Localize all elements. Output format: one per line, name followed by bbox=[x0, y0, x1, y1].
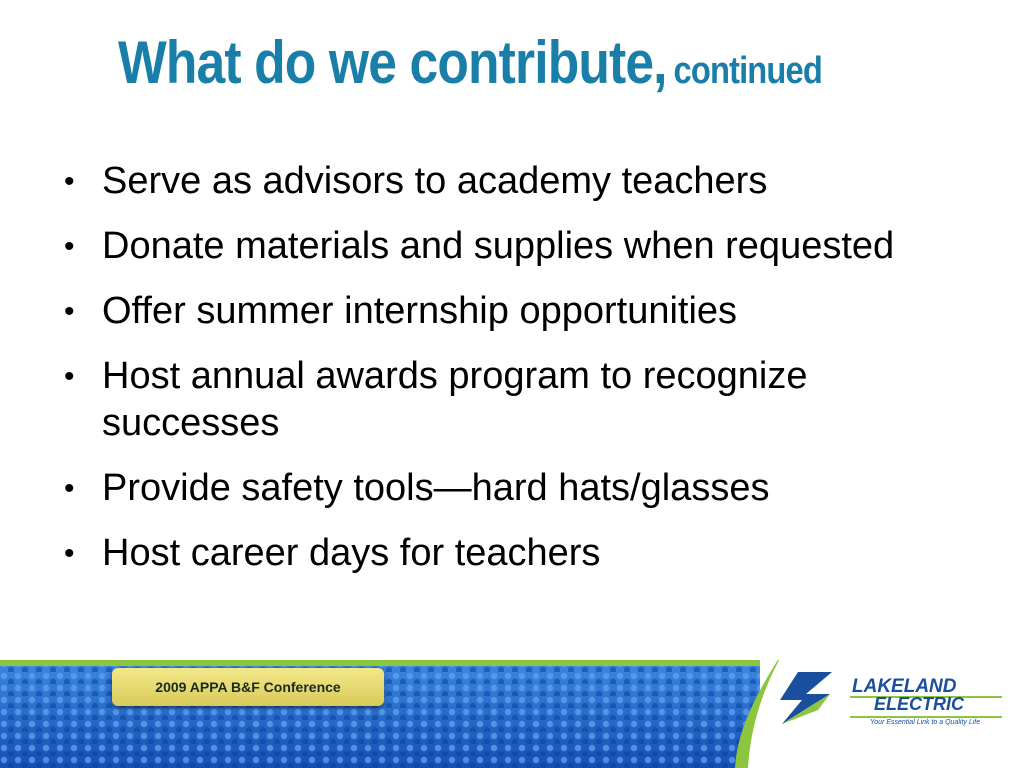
bullet-item bbox=[60, 353, 960, 447]
bullet-item bbox=[60, 158, 960, 205]
footer-green-stripe bbox=[0, 660, 760, 666]
logo-tagline: Your Essential Link to a Quality Life bbox=[870, 719, 981, 726]
logo-text-lakeland: LAKELAND bbox=[852, 676, 957, 697]
logo-text-electric: ELECTRIC bbox=[874, 694, 964, 714]
bullet-text: Donate materials and supplies when requested bbox=[102, 225, 895, 267]
bullet-text: Provide safety tools—hard hats/glasses bbox=[102, 467, 770, 509]
bullet-icon: • bbox=[64, 360, 75, 393]
bullet-icon: • bbox=[64, 295, 75, 328]
bullet-text: Offer summer internship opportunities bbox=[102, 290, 738, 332]
logo-rule-bottom bbox=[850, 716, 1002, 718]
bullet-text: Serve as advisors to academy teachers bbox=[102, 160, 768, 202]
bullet-item bbox=[60, 530, 960, 577]
bullet-icon: • bbox=[64, 472, 75, 505]
bullet-icon: • bbox=[64, 537, 75, 570]
slide-title-suffix: continued bbox=[673, 50, 822, 92]
bullet-text: Host career days for teachers bbox=[102, 532, 601, 574]
bullet-icon: • bbox=[64, 230, 75, 263]
bullet-item bbox=[60, 288, 960, 335]
slide-title-main: What do we contribute, bbox=[118, 29, 667, 96]
bullet-text: Host annual awards program to recognize successes bbox=[102, 355, 808, 444]
slide-title bbox=[118, 28, 822, 97]
bullet-list bbox=[60, 158, 960, 595]
conference-label: 2009 APPA B&F Conference bbox=[112, 668, 384, 706]
bullet-item bbox=[60, 465, 960, 512]
lakeland-electric-logo bbox=[772, 666, 1012, 736]
bullet-icon: • bbox=[64, 165, 75, 198]
bullet-item bbox=[60, 223, 960, 270]
